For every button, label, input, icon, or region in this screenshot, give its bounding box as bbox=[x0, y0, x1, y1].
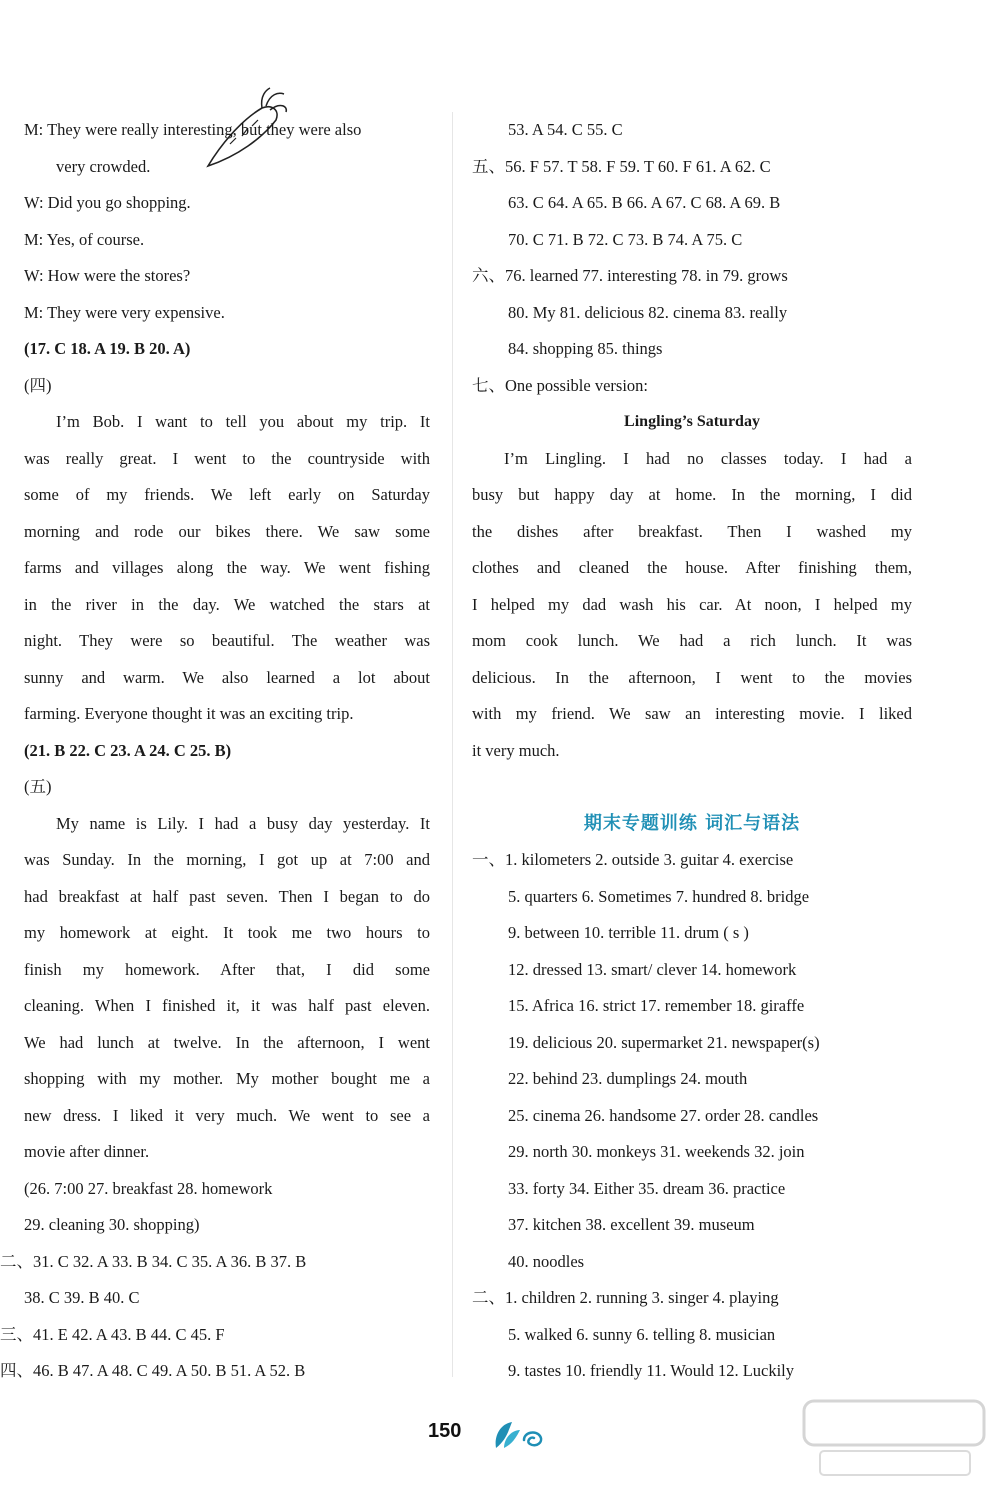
right-text-line: 5. quarters 6. Sometimes 7. hundred 8. bridge bbox=[508, 886, 810, 906]
left-text-line: farms and villages along the way. We went fishing bbox=[24, 558, 430, 577]
left-text-line: sunny and warm. We also learned a lot about bbox=[24, 667, 430, 687]
left-text-line: 二、31. C 32. A 33. B 34. C 35. A 36. B 37. B bbox=[0, 1251, 307, 1271]
left-text-line: new dress. I liked it very much. We went to see a bbox=[24, 1105, 430, 1125]
right-text-line bbox=[472, 769, 912, 806]
right-text-line: the dishes after breakfast. Then I washed my bbox=[472, 521, 912, 541]
right-text-line: 53. A 54. C 55. C bbox=[508, 120, 623, 139]
right-text-line: 70. C 71. B 72. C 73. B 74. A 75. C bbox=[508, 229, 743, 249]
left-text-line: (26. 7:00 27. breakfast 28. homework bbox=[24, 1178, 273, 1198]
right-text-line: 84. shopping 85. things bbox=[508, 339, 663, 358]
right-column bbox=[472, 112, 912, 1390]
leaf-swirl-logo-icon bbox=[490, 1418, 550, 1452]
left-text-line: farming. Everyone thought it was an exciting trip. bbox=[24, 704, 354, 723]
left-text-line: (五) bbox=[24, 777, 52, 796]
left-text-line: cleaning. When I finished it, it was half past eleven. bbox=[24, 996, 430, 1015]
left-column bbox=[0, 112, 430, 1390]
right-text-line: 七、One possible version: bbox=[472, 375, 648, 395]
left-text-line: in the river in the day. We watched the stars at bbox=[24, 594, 430, 614]
right-text-line: 二、1. children 2. running 3. singer 4. playing bbox=[472, 1288, 779, 1307]
right-text-line: busy but happy day at home. In the morning, I did bbox=[472, 485, 912, 504]
right-text-line: 5. walked 6. sunny 6. telling 8. musician bbox=[508, 1324, 776, 1344]
left-text-line: I’m Bob. I want to tell you about my trip. It bbox=[56, 412, 430, 431]
left-text-line: (21. B 22. C 23. A 24. C 25. B) bbox=[24, 740, 232, 760]
left-text-line: some of my friends. We left early on Saturday bbox=[24, 485, 430, 504]
right-text-line: clothes and cleaned the house. After finishing them, bbox=[472, 558, 912, 577]
left-text-line: morning and rode our bikes there. We saw some bbox=[24, 521, 430, 541]
right-text-line: 22. behind 23. dumplings 24. mouth bbox=[508, 1069, 748, 1088]
left-text-line: 38. C 39. B 40. C bbox=[24, 1288, 140, 1307]
right-text-line: 19. delicious 20. supermarket 21. newspaper(s) bbox=[508, 1032, 820, 1052]
left-text-line: 29. cleaning 30. shopping) bbox=[24, 1215, 200, 1234]
right-text-line: 一、1. kilometers 2. outside 3. guitar 4. exercise bbox=[472, 850, 794, 869]
right-text-line: Lingling’s Saturday bbox=[624, 413, 760, 430]
right-text-line: 63. C 64. A 65. B 66. A 67. C 68. A 69. B bbox=[508, 193, 781, 212]
right-text-line: 12. dressed 13. smart/ clever 14. homework bbox=[508, 959, 797, 979]
left-text-line: (17. C 18. A 19. B 20. A) bbox=[24, 339, 191, 358]
left-text-line: finish my homework. After that, I did some bbox=[24, 959, 430, 979]
right-text-line: 37. kitchen 38. excellent 39. museum bbox=[508, 1215, 755, 1234]
right-text-line: 25. cinema 26. handsome 27. order 28. candles bbox=[508, 1105, 819, 1125]
right-text-line: 五、56. F 57. T 58. F 59. T 60. F 61. A 62. C bbox=[472, 156, 771, 176]
left-text-line: M: They were very expensive. bbox=[24, 302, 225, 322]
left-text-line: my homework at eight. It took me two hours to bbox=[24, 923, 430, 942]
left-text-line: was Sunday. In the morning, I got up at 7:00 and bbox=[24, 850, 430, 869]
left-text-line: My name is Lily. I had a busy day yesterday. It bbox=[56, 813, 430, 833]
left-text-line: movie after dinner. bbox=[24, 1142, 150, 1161]
left-text-line: shopping with my mother. My mother bought me a bbox=[24, 1069, 430, 1088]
right-text-line: it very much. bbox=[472, 740, 560, 760]
right-text-line: I’m Lingling. I had no classes today. I had a bbox=[504, 448, 912, 468]
right-text-line: delicious. In the afternoon, I went to the movies bbox=[472, 667, 912, 687]
page-number: 150 bbox=[428, 1420, 462, 1442]
right-text-line: mom cook lunch. We had a rich lunch. It was bbox=[472, 631, 912, 650]
left-text-line: M: Yes, of course. bbox=[24, 229, 145, 249]
left-text-line: had breakfast at half past seven. Then I began to do bbox=[24, 886, 430, 906]
right-text-line: 33. forty 34. Either 35. dream 36. practice bbox=[508, 1178, 786, 1198]
right-text-line: I helped my dad wash his car. At noon, I helped my bbox=[472, 594, 912, 614]
right-text-line: 15. Africa 16. strict 17. remember 18. giraffe bbox=[508, 996, 805, 1015]
left-text-line: very crowded. bbox=[56, 156, 151, 176]
left-text-line: We had lunch at twelve. In the afternoon, I went bbox=[24, 1032, 430, 1052]
left-text-line: night. They were so beautiful. The weather was bbox=[24, 631, 430, 650]
left-text-line: 三、41. E 42. A 43. B 44. C 45. F bbox=[0, 1324, 225, 1344]
column-divider bbox=[452, 112, 453, 1377]
left-text-line: 四、46. B 47. A 48. C 49. A 50. B 51. A 52. B bbox=[0, 1361, 306, 1380]
right-text-line: 9. between 10. terrible 11. drum ( s ) bbox=[508, 923, 749, 942]
left-text-line: was really great. I went to the countryside with bbox=[24, 448, 430, 468]
right-text-line: with my friend. We saw an interesting movie. I liked bbox=[472, 704, 912, 723]
left-text-line: W: How were the stores? bbox=[24, 266, 191, 285]
right-text-line: 80. My 81. delicious 82. cinema 83. really bbox=[508, 302, 788, 322]
right-text-line: 29. north 30. monkeys 31. weekends 32. join bbox=[508, 1142, 805, 1161]
right-text-line: 40. noodles bbox=[508, 1251, 585, 1271]
right-text-line: 六、76. learned 77. interesting 78. in 79. grows bbox=[472, 266, 788, 285]
left-text-line: M: They were really interesting, but they were also bbox=[24, 120, 362, 139]
left-text-line: (四) bbox=[24, 375, 52, 395]
right-text-line: 期末专题训练 词汇与语法 bbox=[583, 812, 801, 834]
left-text-line: W: Did you go shopping. bbox=[24, 193, 191, 212]
answer-site-watermark-icon bbox=[800, 1395, 990, 1480]
right-text-line: 9. tastes 10. friendly 11. Would 12. Luckily bbox=[508, 1361, 795, 1380]
